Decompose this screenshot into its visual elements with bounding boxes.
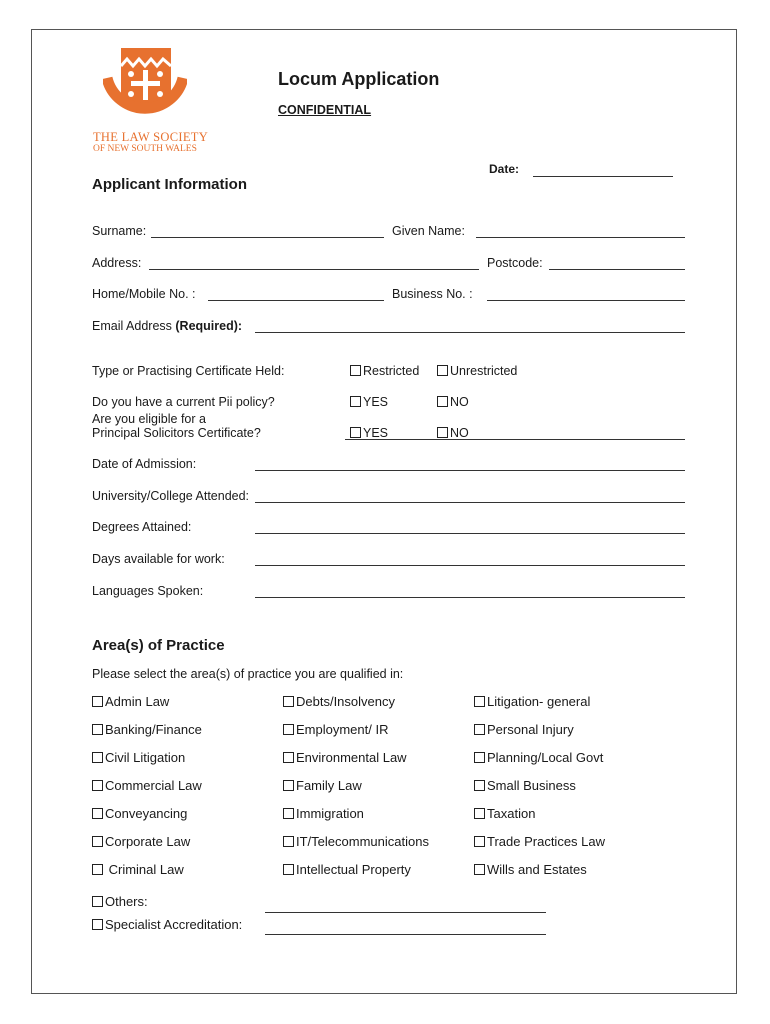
form-page [31,29,737,994]
others-label: Others: [105,894,148,909]
practice-area-item[interactable] [474,778,576,793]
principal-yes-label: YES [363,426,389,440]
practice-area-checkbox[interactable] [474,724,485,735]
degrees-label: Degrees Attained: [92,520,192,534]
practice-area-item[interactable] [474,806,535,821]
practice-area-checkbox[interactable] [474,780,485,791]
practice-area-item[interactable] [474,694,590,709]
certificate-type-label: Type or Practising Certificate Held: [92,364,285,378]
practice-area-item[interactable] [92,778,202,793]
principal-underline [345,439,685,440]
email-field[interactable] [255,332,685,333]
practice-area-label: Admin Law [105,694,170,709]
practice-area-checkbox[interactable] [283,836,294,847]
practice-area-item[interactable] [92,722,202,737]
applicant-information-heading: Applicant Information [92,176,247,193]
business-no-field[interactable] [487,300,685,301]
surname-label: Surname: [92,224,147,238]
days-available-field[interactable] [255,565,685,566]
specialist-accreditation-option[interactable] [92,917,242,932]
principal-no-checkbox[interactable] [437,427,448,438]
practice-area-checkbox[interactable] [92,808,103,819]
practice-area-item[interactable] [283,834,429,849]
practice-area-checkbox[interactable] [283,864,294,875]
practice-area-label: Employment/ IR [296,722,389,737]
pii-yes-checkbox[interactable] [350,396,361,407]
pii-no-checkbox[interactable] [437,396,448,407]
pii-yes-option[interactable] [350,395,388,409]
practice-area-checkbox[interactable] [474,836,485,847]
practice-area-item[interactable] [92,694,169,709]
practice-area-label: Taxation [487,806,536,821]
given-name-label: Given Name: [392,224,465,238]
given-name-field[interactable] [476,237,685,238]
address-field[interactable] [149,269,479,270]
practice-area-item[interactable] [283,862,411,877]
home-mobile-label: Home/Mobile No. : [92,287,196,301]
business-no-label: Business No. : [392,287,473,301]
address-label: Address: [92,256,142,270]
practice-area-checkbox[interactable] [92,752,103,763]
university-field[interactable] [255,502,685,503]
practice-area-item[interactable] [92,806,187,821]
practice-area-label: Planning/Local Govt [487,750,604,765]
pii-yes-label: YES [363,395,389,409]
practice-area-checkbox[interactable] [92,696,103,707]
practice-area-item[interactable] [474,722,574,737]
surname-field[interactable] [151,237,384,238]
languages-label: Languages Spoken: [92,584,204,598]
others-field[interactable] [265,912,546,913]
practice-area-item[interactable] [92,750,185,765]
practice-area-checkbox[interactable] [283,752,294,763]
others-checkbox[interactable] [92,896,103,907]
practice-area-label: Environmental Law [296,750,407,765]
practice-area-label: Commercial Law [105,778,202,793]
practice-area-checkbox[interactable] [92,780,103,791]
pii-label: Do you have a current Pii policy? [92,395,275,409]
practice-area-label: Conveyancing [105,806,188,821]
confidential-label: CONFIDENTIAL [278,103,372,117]
practice-area-item[interactable] [474,862,587,877]
practice-area-label: Family Law [296,778,362,793]
restricted-checkbox[interactable] [350,365,361,376]
practice-area-item[interactable] [474,750,603,765]
practice-area-label: Banking/Finance [105,722,202,737]
practice-area-checkbox[interactable] [92,724,103,735]
practice-area-item[interactable] [283,694,395,709]
postcode-field[interactable] [549,269,685,270]
pii-no-option[interactable] [437,395,469,409]
practice-area-label: Intellectual Property [296,862,411,877]
practice-area-checkbox[interactable] [283,808,294,819]
practice-area-label: Corporate Law [105,834,191,849]
logo-name-line1: THE LAW SOCIETY [93,130,209,144]
areas-of-practice-heading: Area(s) of Practice [92,637,225,654]
practice-area-item[interactable] [283,750,407,765]
practice-area-label: Litigation- general [487,694,591,709]
email-required-note: (Required): [175,319,243,333]
practice-area-label: Small Business [487,778,576,793]
email-label-text: Email Address [92,319,172,333]
practice-area-label: Trade Practices Law [487,834,606,849]
principal-no-option[interactable] [437,426,469,440]
practice-area-label: IT/Telecommunications [296,834,429,849]
practice-area-label: Debts/Insolvency [296,694,395,709]
pii-no-label: NO [450,395,469,409]
practice-area-checkbox[interactable] [92,836,103,847]
principal-yes-checkbox[interactable] [350,427,361,438]
restricted-label: Restricted [363,364,420,378]
principal-no-label: NO [450,426,469,440]
principal-label-line1: Are you eligible for a [92,412,206,426]
logo-name-line2: OF NEW SOUTH WALES [93,144,197,154]
practice-area-checkbox[interactable] [474,696,485,707]
days-available-label: Days available for work: [92,552,225,566]
date-label: Date: [489,162,520,176]
practice-area-label: Personal Injury [487,722,574,737]
university-label: University/College Attended: [92,489,250,503]
home-mobile-field[interactable] [208,300,384,301]
practice-area-checkbox[interactable] [283,724,294,735]
practice-area-checkbox[interactable] [283,780,294,791]
practice-instruction: Please select the area(s) of practice you are qualified in: [92,667,404,681]
specialist-accreditation-field[interactable] [265,934,546,935]
practice-area-item[interactable] [283,778,362,793]
email-label [92,319,242,333]
practice-area-checkbox[interactable] [283,696,294,707]
unrestricted-option[interactable] [437,364,517,378]
practice-area-checkbox[interactable] [474,752,485,763]
practice-area-label: Civil Litigation [105,750,186,765]
practice-area-label: Wills and Estates [487,862,587,877]
practice-area-label: Immigration [296,806,364,821]
practice-area-checkbox[interactable] [92,864,103,875]
others-option[interactable] [92,894,148,909]
practice-area-item[interactable] [92,862,184,877]
restricted-option[interactable] [350,364,419,378]
specialist-accreditation-checkbox[interactable] [92,919,103,930]
practice-area-label: Criminal Law [105,862,184,877]
postcode-label: Postcode: [487,256,543,270]
unrestricted-label: Unrestricted [450,364,518,378]
page-title: Locum Application [278,69,440,89]
date-field[interactable] [533,176,673,177]
practice-area-item[interactable] [474,834,605,849]
principal-label-line2: Principal Solicitors Certificate? [92,426,261,440]
law-society-crest-icon [103,48,187,124]
practice-area-item[interactable] [92,834,190,849]
admission-label: Date of Admission: [92,457,197,471]
unrestricted-checkbox[interactable] [437,365,448,376]
principal-yes-option[interactable] [350,426,388,440]
law-society-logo [93,48,209,154]
degrees-field[interactable] [255,533,685,534]
practice-area-checkbox[interactable] [474,808,485,819]
practice-area-checkbox[interactable] [474,864,485,875]
admission-field[interactable] [255,470,685,471]
languages-field[interactable] [255,597,685,598]
practice-area-item[interactable] [283,722,388,737]
practice-area-item[interactable] [283,806,364,821]
specialist-accreditation-label: Specialist Accreditation: [105,917,243,932]
